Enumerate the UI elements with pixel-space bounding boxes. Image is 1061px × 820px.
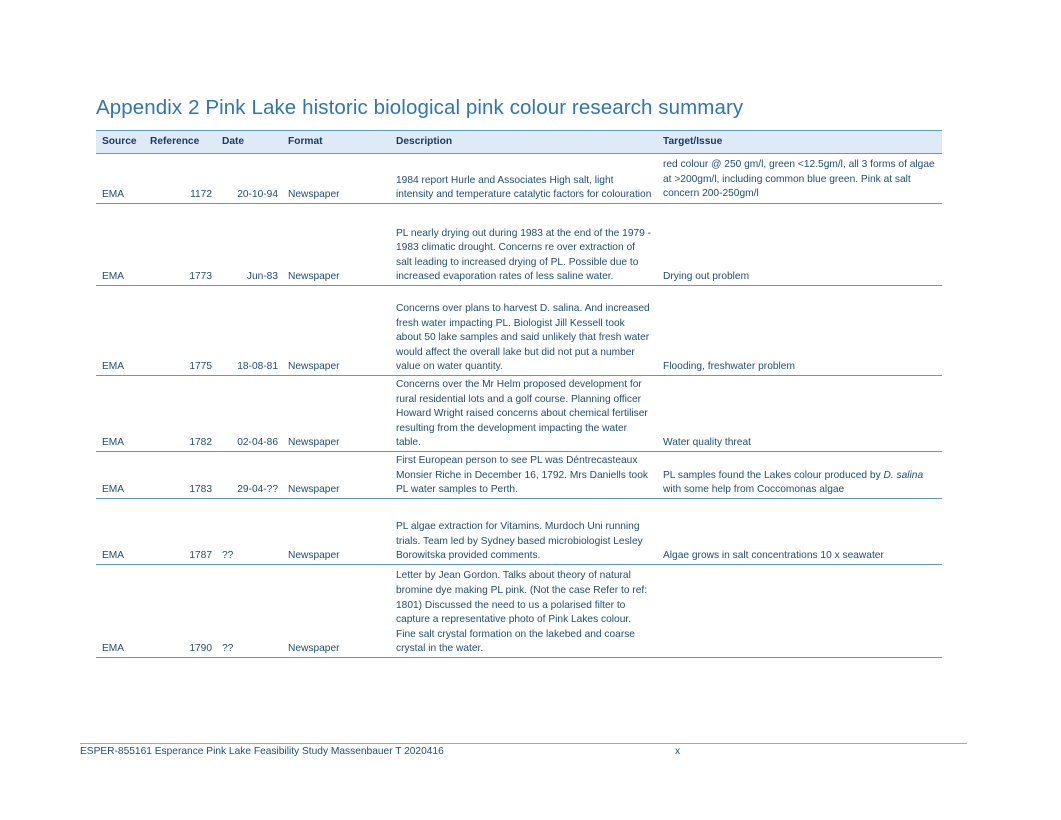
research-summary-table — [96, 130, 942, 658]
header-source: Source — [96, 131, 144, 154]
cell-format: Newspaper — [282, 565, 390, 658]
header-date: Date — [216, 131, 282, 154]
cell-date: ?? — [216, 565, 282, 658]
target-text-end: with some help from Coccomonas algae — [663, 484, 845, 496]
cell-date: 29-04-?? — [216, 452, 282, 499]
cell-date: 02-04-86 — [216, 376, 282, 452]
cell-reference: 1790 — [144, 565, 216, 658]
cell-target: Drying out problem — [657, 204, 942, 286]
table-header-row — [96, 131, 942, 154]
table-row — [96, 154, 942, 204]
cell-source: EMA — [96, 204, 144, 286]
cell-description: PL algae extraction for Vitamins. Murdoch Uni running trials. Team led by Sydney based microbiologist Lesley Borowitska provided comments. — [390, 499, 657, 565]
table-row — [96, 204, 942, 286]
cell-format: Newspaper — [282, 376, 390, 452]
cell-source: EMA — [96, 286, 144, 376]
table-row — [96, 376, 942, 452]
cell-reference: 1773 — [144, 204, 216, 286]
table-row — [96, 452, 942, 499]
cell-format: Newspaper — [282, 452, 390, 499]
cell-source: EMA — [96, 452, 144, 499]
cell-description: Concerns over plans to harvest D. salina. And increased fresh water impacting PL. Biologist Jill Kessell took about 50 lake samples and said unlikely that fresh water would affect the overall lake but did not put a number value on water quantity. — [390, 286, 657, 376]
cell-target: Flooding, freshwater problem — [657, 286, 942, 376]
cell-date: ?? — [216, 499, 282, 565]
footer-page-number: x — [675, 746, 681, 757]
cell-target: Water quality threat — [657, 376, 942, 452]
cell-date: 18-08-81 — [216, 286, 282, 376]
table-row — [96, 565, 942, 658]
cell-format: Newspaper — [282, 204, 390, 286]
cell-format: Newspaper — [282, 154, 390, 204]
cell-description: 1984 report Hurle and Associates High salt, light intensity and temperature catalytic factors for colouration — [390, 154, 657, 204]
footer-divider — [80, 743, 967, 744]
footer-document-id: ESPER-855161 Esperance Pink Lake Feasibility Study Massenbauer T 2020416 — [80, 746, 444, 757]
cell-source: EMA — [96, 376, 144, 452]
cell-description: First European person to see PL was Déntrecasteaux Monsier Riche in December 16, 1792. Mrs Daniells took PL water samples to Perth. — [390, 452, 657, 499]
cell-format: Newspaper — [282, 499, 390, 565]
cell-target: Algae grows in salt concentrations 10 x seawater — [657, 499, 942, 565]
cell-source: EMA — [96, 565, 144, 658]
cell-description: Concerns over the Mr Helm proposed development for rural residential lots and a golf course. Planning officer Howard Wright raised concerns about chemical fertiliser resulting from the development impacting the water table. — [390, 376, 657, 452]
species-name: D. salina — [883, 469, 924, 481]
cell-reference: 1787 — [144, 499, 216, 565]
cell-date: Jun-83 — [216, 204, 282, 286]
cell-target: red colour @ 250 gm/l, green <12.5gm/l, all 3 forms of algae at >200gm/l, including common blue green. Pink at salt concern 200-250gm/l — [657, 154, 942, 204]
cell-source: EMA — [96, 499, 144, 565]
cell-source: EMA — [96, 154, 144, 204]
header-format: Format — [282, 131, 390, 154]
cell-description: Letter by Jean Gordon. Talks about theory of natural bromine dye making PL pink. (Not the case Refer to ref: 1801) Discussed the need to us a polarised filter to capture a representative photo of Pink Lakes colour. Fine salt crystal formation on the lakebed and coarse crystal in the water. — [390, 565, 657, 658]
cell-reference: 1172 — [144, 154, 216, 204]
cell-target — [657, 452, 942, 499]
cell-reference: 1775 — [144, 286, 216, 376]
cell-target — [657, 565, 942, 658]
cell-reference: 1782 — [144, 376, 216, 452]
cell-format: Newspaper — [282, 286, 390, 376]
table-row — [96, 286, 942, 376]
header-description: Description — [390, 131, 657, 154]
page-title: Appendix 2 Pink Lake historic biological pink colour research summary — [96, 96, 744, 119]
table-row — [96, 499, 942, 565]
cell-reference: 1783 — [144, 452, 216, 499]
header-reference: Reference — [144, 131, 216, 154]
cell-description: PL nearly drying out during 1983 at the end of the 1979 - 1983 climatic drought. Concerns re over extraction of salt leading to increased drying of PL. Possible due to increased evaporation rates of less saline water. — [390, 204, 657, 286]
header-target: Target/Issue — [657, 131, 942, 154]
target-text-start: PL samples found the Lakes colour produced by — [663, 469, 884, 481]
cell-date: 20-10-94 — [216, 154, 282, 204]
